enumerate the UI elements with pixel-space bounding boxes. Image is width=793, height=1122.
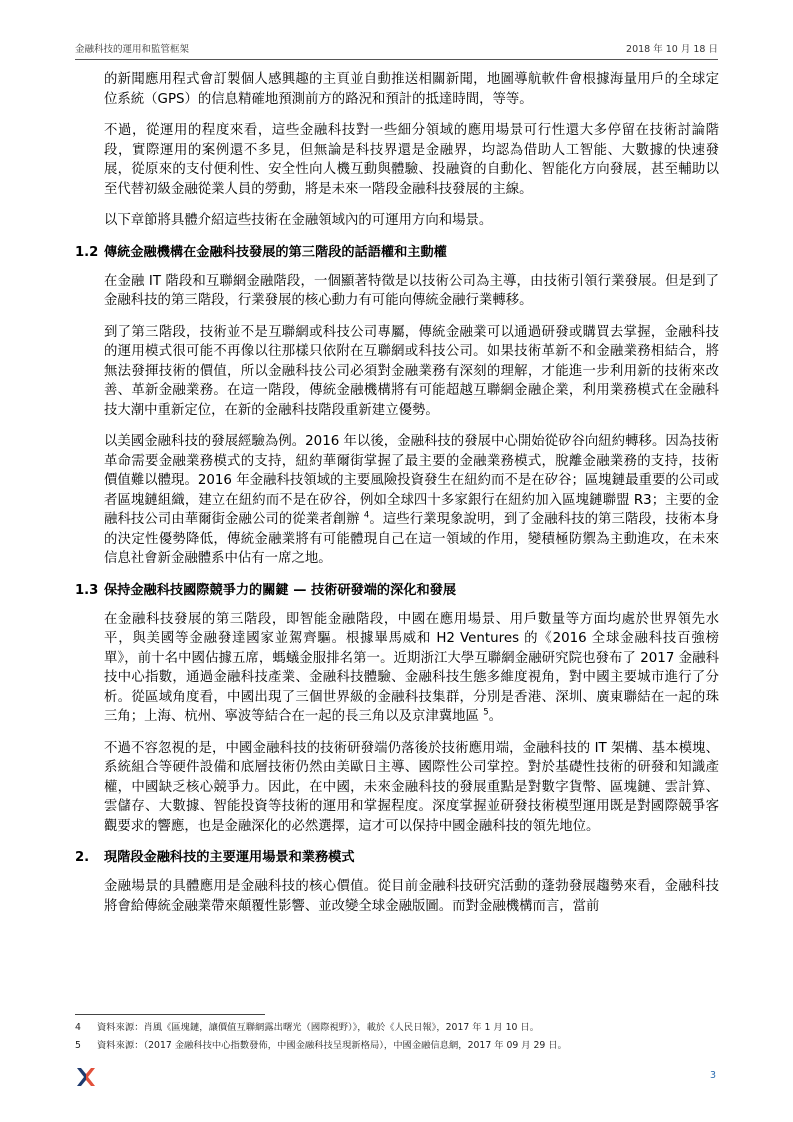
section-heading-1-3 xyxy=(75,581,725,601)
header-document-title: 金融科技的運用和監管框架 xyxy=(75,44,190,55)
page-body xyxy=(75,70,725,928)
section-number: 2. xyxy=(75,850,90,865)
paragraph-text: 。這些行業現象說明，到了金融科技的第三階段，技術本身的決定性優勢降低，傳統金融業將有可能體現自己在這一領域的作用，變積極防禦為主動進攻，在未來信息社會新金融體系中佔有一席之地。 xyxy=(104,512,720,566)
section-heading-1-2 xyxy=(75,243,725,263)
paragraph-text: 以美國金融科技的發展經驗為例。2016 年以後，金融科技的發展中心開始從矽谷向紐約轉移。因為技術革命需要金融業務模式的支持，紐約華爾街掌握了最主要的金融業務模式，脫離金融業務的支持，技術價值難以體現。2016 年金融科技領域的主要風險投資發生在紐約而不是在矽谷；區塊鏈最重要的公司或者區塊鏈組織，建立在紐約而不是在矽谷，例如全球四十多家銀行在紐約加入區塊鏈聯盟 R3；主要的金融科技公司由華爾街金融公司的從業者創辦 xyxy=(104,434,719,527)
body-paragraph: 到了第三階段，技術並不是互聯網或科技公司專屬，傳統金融業可以通過研發或購買去掌握，金融科技的運用模式很可能不再像以往那樣只依附在互聯網或科技公司。如果技術革新不和金融業務相結合，將無法發揮技術的價值，所以金融科技公司必須對金融業務有深刻的理解，才能進一步利用新的技術來改善、革新金融業務。在這一階段，傳統金融機構將有可能超越互聯網金融企業，利用業務模式在金融科技大潮中重新定位，在新的金融科技階段重新建立優勢。 xyxy=(104,324,719,418)
body-paragraph: 不過不容忽視的是，中國金融科技的技術研發端仍落後於技術應用端，金融科技的 IT 架構、基本模塊、系統組合等硬件設備和底層技術仍然由美歐日主導、國際性公司掌控。對於基礎性技術的研發和知識產權，中國缺乏核心競爭力。因此，在中國，未來金融科技的發展重點是對數字貨幣、區塊鏈、雲計算、雲儲存、大數據、智能投資等技術的運用和掌握程度。深度掌握並研發技術模型運用既是對國際競爭客觀要求的響應，也是金融深化的必然選擇，這才可以保持中國金融科技的領先地位。 xyxy=(104,740,719,834)
section-title: 傳統金融機構在金融科技發展的第三階段的話語權和主動權 xyxy=(104,244,447,260)
body-paragraph xyxy=(104,610,719,727)
paragraph-text: 。 xyxy=(488,709,503,724)
footnote-text: 資料來源：（2017 金融科技中心指數發佈，中國金融科技呈現新格局），中國金融信息網，2017 年 09 月 29 日。 xyxy=(97,1040,567,1051)
body-paragraph: 不過，從運用的程度來看，這些金融科技對一些細分領域的應用場景可行性還大多停留在技術討論階段，實際運用的案例還不多見，但無論是科技界還是金融界，均認為借助人工智能、大數據的快速發展，從原來的支付便利性、安全性向人機互動與體驗、投融資的自動化、智能化方向發展，甚至輔助以至代替初級金融從業人員的勞動，將是未來一階段金融科技發展的主線。 xyxy=(104,123,719,197)
header-divider xyxy=(75,59,718,60)
body-paragraph: 金融場景的具體應用是金融科技的核心價值。從目前金融科技研究活動的蓬勃發展趨勢來看，金融科技將會給傳統金融業帶來顛覆性影響、並改變全球金融版圖。而對金融機構而言，當前 xyxy=(104,879,719,914)
hkex-x-logo-icon xyxy=(75,1066,97,1088)
footnote-reference[interactable]: 4 xyxy=(363,510,370,521)
footnotes xyxy=(75,1020,718,1056)
footnote-text: 資料來源：肖風《區塊鏈，讓價值互聯網露出曙光（國際視野）》，載於《人民日報》，2017 年 1 月 10 日。 xyxy=(97,1022,539,1033)
page-number: 3 xyxy=(709,1070,716,1081)
footnote-number: 4 xyxy=(75,1022,81,1033)
section-heading-2 xyxy=(75,848,725,868)
footnote-reference[interactable]: 5 xyxy=(483,707,489,718)
body-paragraph: 以下章節將具體介紹這些技術在金融領域內的可運用方向和場景。 xyxy=(104,213,493,228)
section-title: 保持金融科技國際競爭力的關鍵 — 技術研發端的深化和發展 xyxy=(104,582,457,598)
footnote-divider xyxy=(75,1014,265,1015)
body-paragraph: 的新聞應用程式會訂製個人感興趣的主頁並自動推送相關新聞，地圖導航軟件會根據海量用戶的全球定位系統（GPS）的信息精確地預測前方的路況和預計的抵達時間，等等。 xyxy=(104,72,719,107)
footnote-item xyxy=(75,1020,718,1036)
footnote-number: 5 xyxy=(75,1040,81,1051)
section-number: 1.2 xyxy=(75,244,99,260)
paragraph-text: 在金融科技發展的第三階段，即智能金融階段，中國在應用場景、用戶數量等方面均處於世界領先水平，與美國等金融發達國家並駕齊驅。根據畢馬威和 H2 Ventures 的《2016 全球金融科技百強榜單》，前十名中國佔據五席，螞蟻金服排名第一。近期浙江大學互聯網金融研究院也發布了 2017 金融科技中心指數，通過金融科技產業、金融科技體驗、金融科技生態多維度視角，對中國主要城市進行了分析。從區域角度看，中國出現了三個世界級的金融科技集群，分別是香港、深圳、廣東聯結在一起的珠三角；上海、杭州、寧波等結合在一起的長三角以及京津冀地區 xyxy=(104,611,719,724)
section-number: 1.3 xyxy=(75,582,99,598)
page-header xyxy=(75,38,718,56)
footnote-item xyxy=(75,1038,718,1054)
section-title: 現階段金融科技的主要運用場景和業務模式 xyxy=(104,850,355,865)
header-date: 2018 年 10 月 18 日 xyxy=(626,44,718,55)
body-paragraph xyxy=(104,432,719,569)
body-paragraph: 在金融 IT 階段和互聯網金融階段，一個顯著特徵是以技術公司為主導，由技術引領行業發展。但是到了金融科技的第三階段，行業發展的核心動力有可能向傳統金融行業轉移。 xyxy=(104,273,719,308)
